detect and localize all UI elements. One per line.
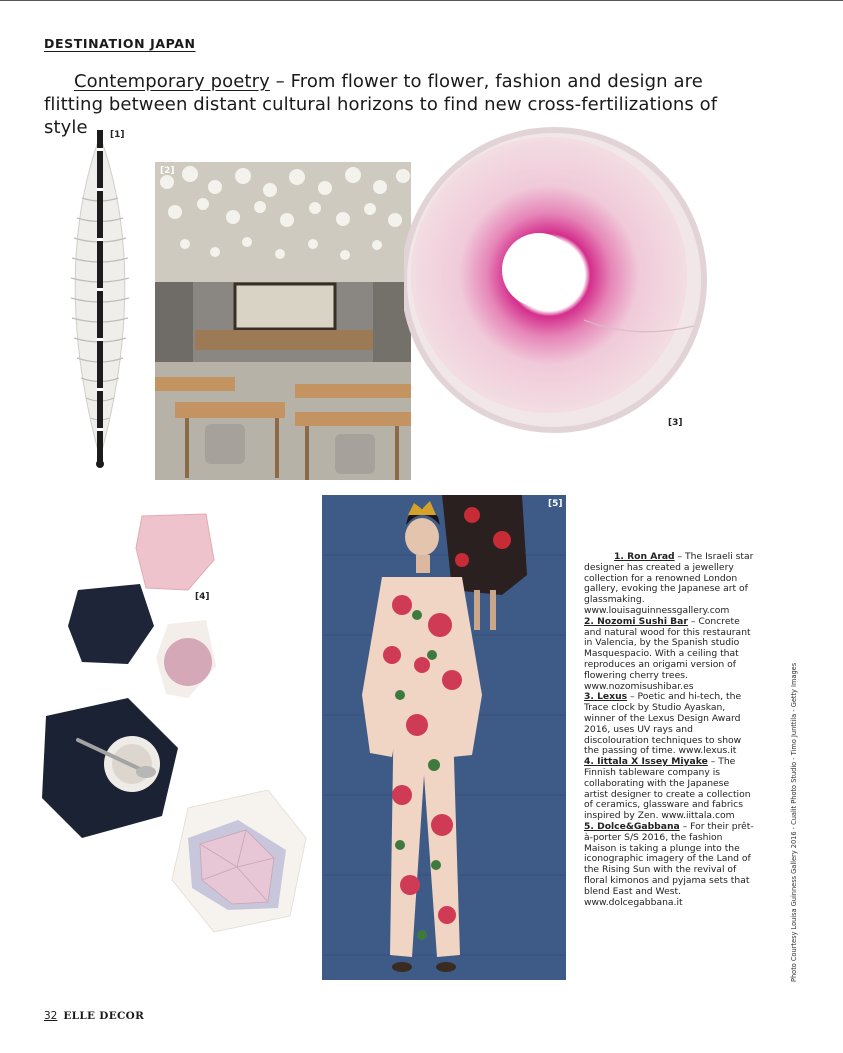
caption-item-2 bbox=[584, 617, 754, 693]
caption-item-1 bbox=[584, 552, 754, 617]
caption-heading: 1. Ron Arad bbox=[614, 551, 675, 562]
page-footer bbox=[44, 1010, 144, 1022]
caption-column bbox=[584, 552, 754, 908]
label-4: [4] bbox=[195, 592, 210, 602]
label-3: [3] bbox=[668, 418, 683, 428]
caption-heading: 4. Iittala X Issey Miyake bbox=[584, 756, 708, 768]
caption-text: – The Israeli star designer has created a jewellery collection for a renowned London gallery, evoking the Japanese art of glassmaking. www.louisaguinnessgallery.com bbox=[584, 551, 754, 616]
caption-text: – The Finnish tableware company is collaborating with the Japanese artist designer to create a collection of ceramics, glassware and fabrics inspired by Zen. www.iittala.com bbox=[584, 756, 751, 822]
caption-heading: 2. Nozomi Sushi Bar bbox=[584, 615, 688, 627]
photo-lexus-clock bbox=[404, 120, 714, 455]
photo-iittala-tableware bbox=[38, 508, 310, 938]
headline-text: – From flower to flower, fashion and design are flitting between distant cultural horizons to find new cross-fertilizations of style bbox=[44, 71, 718, 138]
photo-dolce-gabbana-runway bbox=[322, 495, 566, 980]
caption-heading: 5. Dolce&Gabbana bbox=[584, 820, 680, 832]
headline-kicker: Contemporary poetry bbox=[74, 71, 270, 92]
photo-credit: Photo Courtesy Louisa Guinness Gallery 2016 - Cualit Photo Studio - Timo Junttila - Getty Images bbox=[790, 662, 798, 982]
caption-text: – Concrete and natural wood for this restaurant in Valencia, by the Spanish studio Masquespacio. With a ceiling that reproduces an origami version of flowering cherry trees. www.nozomisushibar.es bbox=[584, 615, 751, 692]
magazine-name: ELLE DECOR bbox=[63, 1010, 145, 1022]
caption-heading: 3. Lexus bbox=[584, 691, 628, 703]
top-rule bbox=[0, 0, 843, 1]
photo-nozomi-sushi-bar bbox=[155, 162, 411, 480]
caption-text: – Poetic and hi-tech, the Trace clock by Studio Ayaskan, winner of the Lexus Design Award 2016, uses UV rays and discolouration techniques to show the passing of time. www.lexus.it bbox=[584, 691, 742, 757]
caption-item-3 bbox=[584, 692, 754, 757]
label-1: [1] bbox=[110, 130, 125, 140]
label-2: [2] bbox=[160, 166, 175, 176]
caption-item-5 bbox=[584, 822, 754, 908]
section-title: DESTINATION JAPAN bbox=[44, 36, 196, 51]
photo-ron-arad bbox=[60, 128, 140, 473]
label-5: [5] bbox=[548, 499, 563, 509]
caption-text: – For their prêt-à-porter S/S 2016, the fashion Maison is taking a plunge into the iconographic imagery of the Land of the Rising Sun with the revival of floral kimonos and pyjama sets that blend East and West. www.dolcegabbana.it bbox=[584, 820, 754, 908]
caption-item-4 bbox=[584, 757, 754, 822]
page-number: 32 bbox=[44, 1010, 58, 1022]
